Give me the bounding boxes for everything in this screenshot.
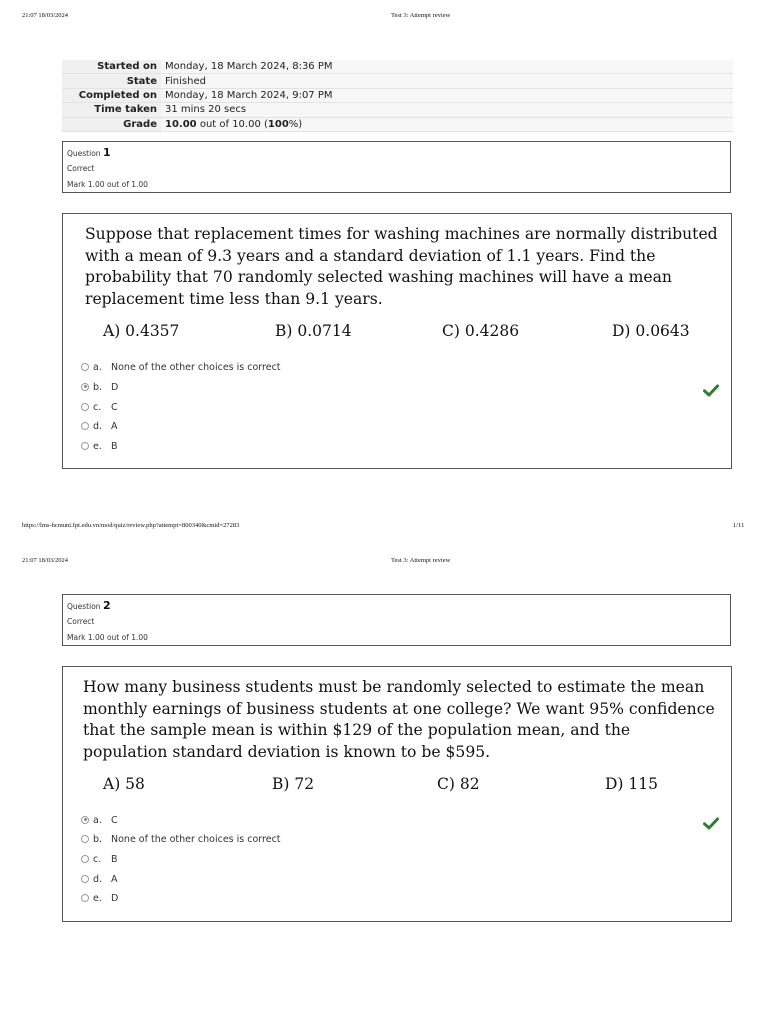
radio-button[interactable]: [81, 894, 89, 902]
option-letter: c.: [93, 854, 102, 865]
option-letter: c.: [93, 402, 102, 413]
question-label: Question: [67, 149, 103, 158]
question-status: Correct: [67, 617, 95, 626]
option-text: D: [111, 382, 119, 393]
option-text: A: [111, 421, 118, 432]
summary-row-completed: [62, 88, 733, 102]
option-letter: b.: [93, 834, 103, 845]
option-letter: d.: [93, 874, 103, 885]
summary-row-grade: [62, 117, 733, 131]
question-content-1: [62, 213, 732, 469]
print-datetime: 21:07 18/03/2024: [22, 557, 69, 564]
radio-button[interactable]: [81, 835, 89, 843]
option-text: A: [111, 874, 118, 885]
radio-button-selected[interactable]: [81, 816, 89, 824]
choice-a: A) 58: [103, 775, 145, 793]
option-c[interactable]: [81, 853, 118, 867]
started-label: Started on: [62, 60, 161, 74]
option-text: B: [111, 854, 118, 865]
option-e[interactable]: [81, 440, 118, 454]
print-title: Test 3: Attempt review: [391, 557, 451, 564]
page-number: 1/11: [733, 522, 745, 529]
question-mark: Mark 1.00 out of 1.00: [67, 633, 148, 642]
radio-button[interactable]: [81, 403, 89, 411]
grade-label: Grade: [62, 117, 161, 131]
option-text: B: [111, 441, 118, 452]
option-letter: e.: [93, 441, 102, 452]
completed-label: Completed on: [62, 88, 161, 102]
print-title: Test 3: Attempt review: [391, 12, 451, 19]
summary-row-time: [62, 103, 733, 117]
option-d[interactable]: [81, 873, 118, 887]
option-e[interactable]: [81, 892, 118, 906]
option-b[interactable]: [81, 381, 118, 395]
question-info-1: [62, 141, 731, 193]
option-text: C: [111, 815, 118, 826]
option-letter: a.: [93, 362, 102, 373]
option-text: None of the other choices is correct: [111, 362, 281, 373]
question-number-row: [67, 599, 726, 615]
option-c[interactable]: [81, 401, 118, 415]
check-icon: [703, 384, 719, 397]
radio-button[interactable]: [81, 422, 89, 430]
choice-d: D) 0.0643: [612, 322, 690, 340]
grade-score: 10.00: [165, 118, 197, 130]
radio-button[interactable]: [81, 363, 89, 371]
question-content-2: [62, 666, 732, 922]
completed-value: Monday, 18 March 2024, 9:07 PM: [161, 88, 733, 102]
option-text: C: [111, 402, 118, 413]
option-b[interactable]: [81, 833, 281, 847]
question-info-2: [62, 594, 731, 646]
choice-b: B) 72: [272, 775, 315, 793]
state-label: State: [62, 74, 161, 88]
question-text: Suppose that replacement times for washing machines are normally distributed with a mean of 9.3 years and a standard deviation of 1.1 years. Find the probability that 70 randomly selected washing machines will have a mean replacement time less than 9.1 years.: [85, 225, 718, 308]
choice-d: D) 115: [605, 775, 658, 793]
option-text: None of the other choices is correct: [111, 834, 281, 845]
time-label: Time taken: [62, 103, 161, 117]
option-letter: a.: [93, 815, 102, 826]
print-url: https://lms-hcmuni.fpt.edu.vn/mod/quiz/review.php?attempt=800340&cmid=27283: [22, 522, 240, 529]
radio-button-selected[interactable]: [81, 383, 89, 391]
attempt-summary-table: [62, 60, 733, 132]
question-text: How many business students must be randomly selected to estimate the mean monthly earnings of business students at one college? We want 95% confidence that the sample mean is within $129 of the population mean, and the population standard deviation is known to be $595.: [83, 678, 715, 761]
question-number: 1: [102, 146, 111, 159]
grade-percent-end: %): [288, 118, 303, 130]
radio-button[interactable]: [81, 875, 89, 883]
option-letter: d.: [93, 421, 103, 432]
radio-button[interactable]: [81, 442, 89, 450]
option-text: D: [111, 893, 119, 904]
grade-out-of: out of 10.00 (: [196, 118, 268, 130]
grade-percent: 100: [267, 118, 289, 130]
option-a[interactable]: [81, 361, 281, 375]
state-value: Finished: [161, 74, 733, 88]
radio-button[interactable]: [81, 855, 89, 863]
choice-b: B) 0.0714: [275, 322, 352, 340]
choice-c: C) 82: [437, 775, 480, 793]
option-letter: b.: [93, 382, 103, 393]
option-d[interactable]: [81, 420, 118, 434]
started-value: Monday, 18 March 2024, 8:36 PM: [161, 60, 733, 74]
choice-c: C) 0.4286: [442, 322, 520, 340]
question-number-row: [67, 146, 726, 162]
summary-row-started: [62, 60, 733, 74]
summary-row-state: [62, 74, 733, 88]
choice-a: A) 0.4357: [103, 322, 180, 340]
question-mark: Mark 1.00 out of 1.00: [67, 180, 148, 189]
grade-value: [161, 117, 733, 131]
print-datetime: 21:07 18/03/2024: [22, 12, 69, 19]
question-label: Question: [67, 602, 103, 611]
option-a[interactable]: [81, 814, 118, 828]
question-number: 2: [102, 599, 111, 612]
option-letter: e.: [93, 893, 102, 904]
check-icon: [703, 817, 719, 830]
question-status: Correct: [67, 164, 95, 173]
time-value: 31 mins 20 secs: [161, 103, 733, 117]
